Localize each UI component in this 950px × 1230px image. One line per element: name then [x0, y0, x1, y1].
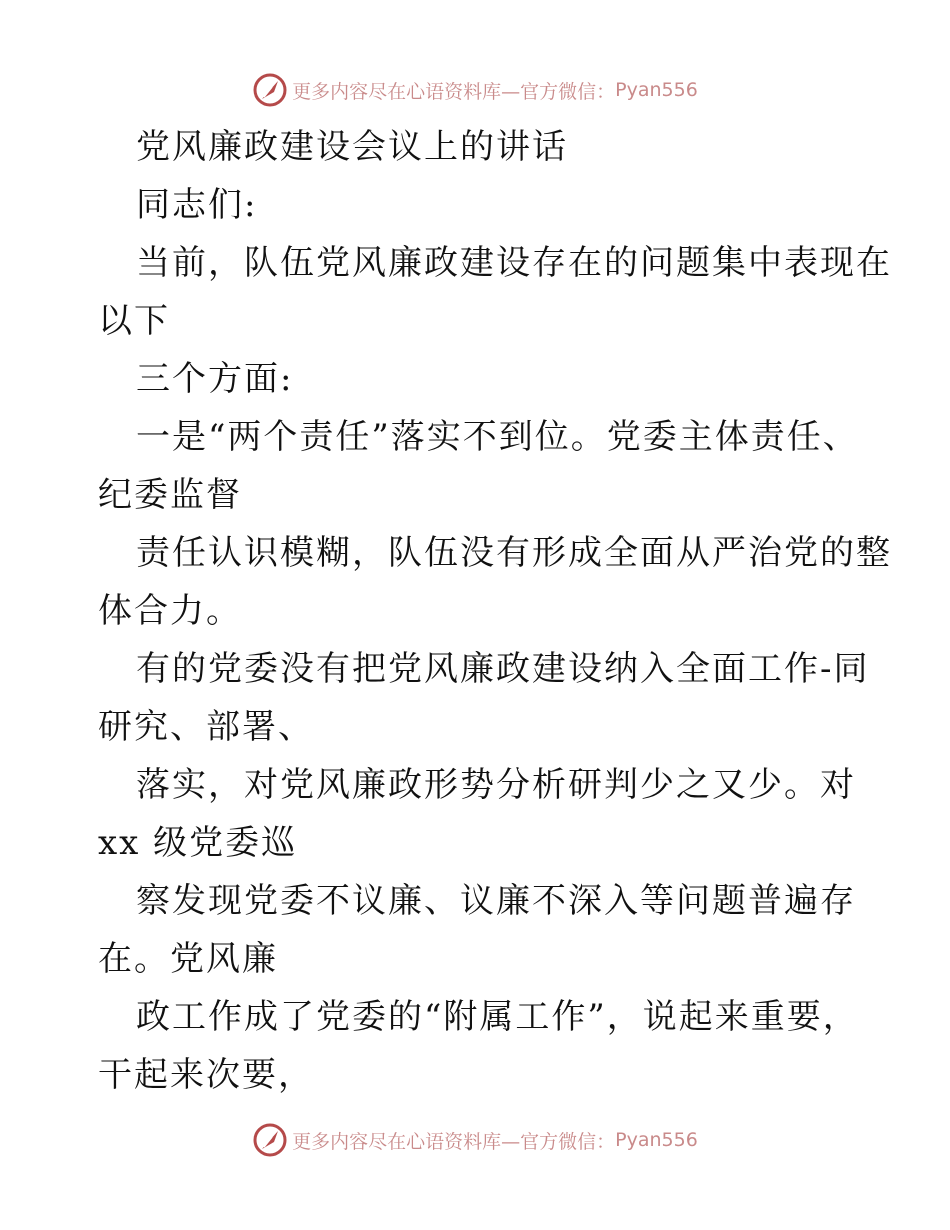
text-line: 在。党风廉: [98, 939, 278, 979]
feather-pen-logo-icon: [252, 72, 288, 108]
feather-pen-logo-icon: [252, 1122, 288, 1158]
document-body: [98, 118, 892, 1108]
watermark-text: 更多内容尽在心语资料库—官方微信：: [292, 1130, 616, 1153]
text-line: 同志们:: [136, 185, 258, 225]
text-line: 研究、部署、: [98, 707, 314, 747]
text-line: 三个方面:: [136, 359, 294, 399]
text-line: 干起来次要，: [98, 1055, 314, 1095]
watermark-account: Pyan556: [615, 1129, 698, 1151]
header-watermark: [0, 70, 950, 110]
footer-watermark: [0, 1120, 950, 1160]
text-line: 有的党委没有把党风廉政建设纳入全面工作-同: [136, 649, 870, 689]
text-line: xx 级党委巡: [98, 823, 298, 863]
text-line: 落实，对党风廉政形势分析研判少之又少。对: [136, 765, 856, 805]
text-line: 以下: [98, 301, 170, 341]
text-line: 纪委监督: [98, 475, 242, 515]
watermark-account: Pyan556: [615, 79, 698, 101]
text-line: 察发现党委不议廉、议廉不深入等问题普遍存: [136, 881, 856, 921]
text-line: 体合力。: [98, 591, 242, 631]
text-line: 政工作成了党委的“附属工作”，说起来重要，: [136, 997, 859, 1037]
watermark-text: 更多内容尽在心语资料库—官方微信：: [292, 80, 616, 103]
text-line: 当前，队伍党风廉政建设存在的问题集中表现在: [136, 243, 892, 283]
text-line: 责任认识模糊，队伍没有形成全面从严治党的整: [136, 533, 892, 573]
document-title: 党风廉政建设会议上的讲话: [136, 127, 568, 167]
text-line: 一是“两个责任”落实不到位。党委主体责任、: [136, 417, 859, 457]
